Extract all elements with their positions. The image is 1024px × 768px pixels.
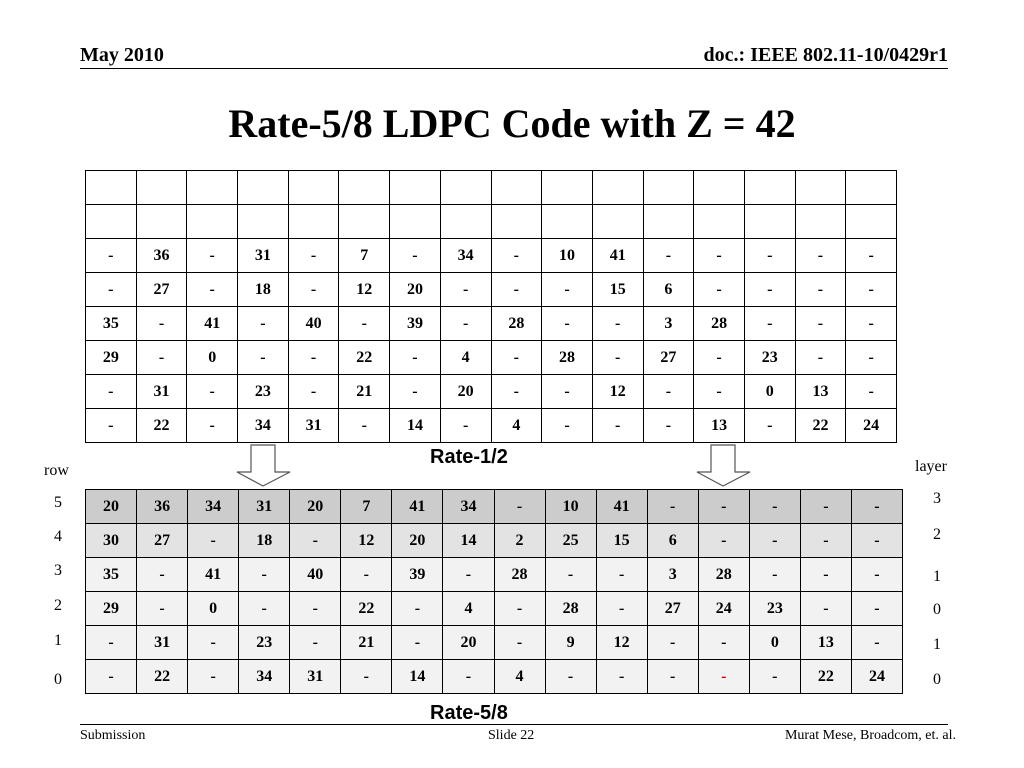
layer-number: 1 [933,568,941,585]
table-cell: - [443,660,494,694]
table-cell: - [744,409,795,443]
table-cell: - [86,273,137,307]
table-cell: 41 [592,239,643,273]
table-cell: 4 [440,341,491,375]
table-cell: 28 [545,592,596,626]
table-cell: 27 [136,273,187,307]
table-cell: - [596,558,647,592]
table-cell: 7 [339,239,390,273]
row-number: 2 [54,597,62,614]
table-cell: - [440,409,491,443]
table-cell: - [647,626,698,660]
table-cell: - [542,273,593,307]
table-cell: 31 [239,490,290,524]
table-cell: - [643,409,694,443]
table-cell [795,171,846,205]
table-row [86,626,903,660]
table-cell: 20 [86,490,137,524]
table-cell: 34 [239,660,290,694]
table-cell: - [800,490,851,524]
table-cell: 14 [390,409,441,443]
table-cell: - [846,307,897,341]
table-cell: 22 [341,592,392,626]
table-cell: 23 [239,626,290,660]
table-cell: 30 [86,524,137,558]
table-cell: 28 [694,307,745,341]
table-cell: - [288,375,339,409]
table-cell: 10 [542,239,593,273]
table-cell: - [491,273,542,307]
layer-number: 2 [933,526,941,543]
row-number: 3 [54,562,62,579]
table-cell: - [596,592,647,626]
table-cell: 40 [290,558,341,592]
table-cell: 12 [596,626,647,660]
table-cell: 3 [643,307,694,341]
table-cell [288,205,339,239]
table-cell: 31 [238,239,289,273]
table-row [86,341,897,375]
table-cell [390,205,441,239]
table-cell [339,171,390,205]
table-cell: 31 [290,660,341,694]
table-cell: - [86,239,137,273]
table-cell: 27 [137,524,188,558]
table-cell: - [188,660,239,694]
table-cell: 18 [239,524,290,558]
rate-half-table [85,170,897,443]
table-cell: - [443,558,494,592]
table-cell: 29 [86,592,137,626]
table-cell: - [592,307,643,341]
table-cell: 28 [494,558,545,592]
table-cell: 6 [647,524,698,558]
table-cell [86,171,137,205]
rate-half-caption: Rate-1/2 [430,446,508,468]
table-cell: - [290,592,341,626]
table-cell: - [846,341,897,375]
table-cell: - [846,273,897,307]
table-row [86,490,903,524]
table-cell: 12 [339,273,390,307]
down-arrow-left-icon [236,444,296,488]
table-cell [744,171,795,205]
table-cell: - [239,592,290,626]
table-cell [86,205,137,239]
table-cell: - [390,375,441,409]
table-cell [440,205,491,239]
table-cell: 29 [86,341,137,375]
table-cell [238,171,289,205]
highlighted-cell: - [698,660,749,694]
table-cell [440,171,491,205]
footer-rule [80,724,948,725]
table-cell [136,205,187,239]
table-cell: - [744,307,795,341]
table-cell: 27 [643,341,694,375]
table-cell: - [341,558,392,592]
table-cell: - [86,660,137,694]
table-cell: - [592,341,643,375]
table-cell: - [341,660,392,694]
table-cell: - [744,273,795,307]
table-cell [592,205,643,239]
table-cell: - [494,626,545,660]
table-cell: 14 [443,524,494,558]
down-arrow-right-icon [696,444,756,488]
table-cell [187,205,238,239]
table-cell: - [542,307,593,341]
table-cell: - [795,239,846,273]
table-cell: 24 [846,409,897,443]
table-cell: - [187,409,238,443]
table-cell: - [647,490,698,524]
table-cell [187,171,238,205]
table-cell: - [545,660,596,694]
slide-title: Rate-5/8 LDPC Code with Z = 42 [228,101,796,146]
table-cell: - [188,524,239,558]
table-cell: 4 [443,592,494,626]
row-label: row [44,462,69,479]
table-cell: 23 [749,592,800,626]
table-row [86,171,897,205]
table-cell: 21 [339,375,390,409]
table-cell: 22 [136,409,187,443]
table-cell: - [390,239,441,273]
table-cell [846,171,897,205]
table-cell: 20 [390,273,441,307]
table-cell: 13 [795,375,846,409]
table-cell: - [542,375,593,409]
table-cell: 31 [288,409,339,443]
table-cell: - [187,375,238,409]
table-cell: - [698,524,749,558]
table-row [86,307,897,341]
table-cell: - [851,626,902,660]
table-cell: - [800,524,851,558]
table-cell: - [749,558,800,592]
layer-number: 0 [933,671,941,688]
table-cell: - [187,273,238,307]
table-cell [491,171,542,205]
table-cell: - [491,375,542,409]
table-cell: 21 [341,626,392,660]
header-rule [80,68,948,69]
rate-five-eighths-caption: Rate-5/8 [430,702,508,724]
table-row [86,592,903,626]
table-cell: 23 [238,375,289,409]
table-cell: 18 [238,273,289,307]
table-cell [744,205,795,239]
table-cell: 40 [288,307,339,341]
table-cell [390,171,441,205]
table-cell: 13 [694,409,745,443]
table-cell: - [392,626,443,660]
table-cell [846,205,897,239]
table-cell [694,171,745,205]
layer-number: 1 [933,636,941,653]
table-cell: - [643,239,694,273]
table-cell: 34 [238,409,289,443]
table-cell [643,205,694,239]
table-cell: - [647,660,698,694]
table-cell: - [749,660,800,694]
table-cell: - [800,592,851,626]
table-cell: - [749,524,800,558]
table-cell: 41 [188,558,239,592]
table-cell: 3 [647,558,698,592]
layer-number: 3 [933,490,941,507]
table-cell: 20 [290,490,341,524]
table-cell: 12 [341,524,392,558]
table-cell: - [698,490,749,524]
table-cell: - [86,626,137,660]
table-row [86,409,897,443]
table-row [86,239,897,273]
table-cell: 39 [392,558,443,592]
table-cell: 24 [851,660,902,694]
table-cell: - [694,341,745,375]
table-cell: - [494,490,545,524]
table-cell: - [694,239,745,273]
table-cell: 27 [647,592,698,626]
table-cell: - [290,626,341,660]
footer-authors: Murat Mese, Broadcom, et. al. [784,728,956,743]
table-cell: - [187,239,238,273]
table-cell: - [440,273,491,307]
table-cell: 14 [392,660,443,694]
header-doc-id: doc.: IEEE 802.11-10/0429r1 [703,44,948,66]
table-cell: - [390,341,441,375]
table-cell: - [339,409,390,443]
table-cell: 22 [795,409,846,443]
table-cell: 4 [494,660,545,694]
table-cell: - [494,592,545,626]
rate-five-eighths-table [85,489,903,694]
table-cell [136,171,187,205]
table-cell: - [288,341,339,375]
table-cell [542,205,593,239]
table-cell: - [694,273,745,307]
table-row [86,558,903,592]
row-number: 5 [54,494,62,511]
table-cell: - [851,592,902,626]
table-cell: - [596,660,647,694]
table-cell: 0 [187,341,238,375]
table-cell: 0 [744,375,795,409]
table-cell: - [795,307,846,341]
table-cell: - [491,341,542,375]
table-cell: 20 [443,626,494,660]
footer-submission: Submission [80,728,146,743]
table-cell: 6 [643,273,694,307]
table-cell: 35 [86,558,137,592]
row-number: 4 [54,528,62,545]
table-cell: 36 [137,490,188,524]
table-cell: - [749,490,800,524]
table-cell: 34 [443,490,494,524]
table-cell: 36 [136,239,187,273]
table-cell: - [238,307,289,341]
table-row [86,205,897,239]
table-cell: - [136,341,187,375]
table-cell [238,205,289,239]
table-cell: - [136,307,187,341]
table-cell: - [744,239,795,273]
table-cell: 0 [749,626,800,660]
table-cell: - [795,273,846,307]
table-cell: 41 [187,307,238,341]
table-row [86,273,897,307]
table-cell [542,171,593,205]
table-cell: - [288,273,339,307]
table-cell: - [440,307,491,341]
table-cell: 22 [137,660,188,694]
table-cell: - [392,592,443,626]
table-row [86,375,897,409]
table-cell: - [694,375,745,409]
table-cell: 24 [698,592,749,626]
table-cell: 4 [491,409,542,443]
table-cell: - [542,409,593,443]
table-cell: - [795,341,846,375]
table-cell: 22 [339,341,390,375]
table-cell: - [188,626,239,660]
table-cell: 20 [392,524,443,558]
table-cell: 23 [744,341,795,375]
table-cell [491,205,542,239]
table-cell: 41 [596,490,647,524]
table-cell: 31 [137,626,188,660]
table-cell [339,205,390,239]
table-cell [288,171,339,205]
table-cell: - [643,375,694,409]
layer-label: layer [915,458,947,475]
table-cell: - [238,341,289,375]
row-number: 1 [54,632,62,649]
table-cell: 35 [86,307,137,341]
table-cell: - [86,375,137,409]
table-cell: - [545,558,596,592]
table-cell: 28 [542,341,593,375]
table-cell: - [592,409,643,443]
table-cell: 25 [545,524,596,558]
table-cell [592,171,643,205]
table-cell: - [851,524,902,558]
table-cell: - [239,558,290,592]
table-cell: 22 [800,660,851,694]
table-cell: 41 [392,490,443,524]
table-cell [694,205,745,239]
table-cell: 0 [188,592,239,626]
table-cell: 10 [545,490,596,524]
table-cell: - [851,558,902,592]
table-row [86,660,903,694]
table-cell: - [290,524,341,558]
table-cell [795,205,846,239]
table-cell: 12 [592,375,643,409]
footer-slide-number: Slide 22 [488,728,535,743]
table-cell: - [698,626,749,660]
table-cell: - [137,592,188,626]
table-cell: 28 [491,307,542,341]
table-cell: - [339,307,390,341]
table-cell: 39 [390,307,441,341]
table-cell: 34 [440,239,491,273]
table-cell: - [851,490,902,524]
table-row [86,524,903,558]
table-cell: - [288,239,339,273]
table-cell: 34 [188,490,239,524]
table-cell: 7 [341,490,392,524]
table-cell: 15 [592,273,643,307]
table-cell: 15 [596,524,647,558]
table-cell: - [800,558,851,592]
table-cell: 2 [494,524,545,558]
table-cell: 28 [698,558,749,592]
table-cell: - [846,239,897,273]
table-cell [643,171,694,205]
table-cell: - [846,375,897,409]
table-cell: - [137,558,188,592]
layer-number: 0 [933,601,941,618]
table-cell: - [491,239,542,273]
row-number: 0 [54,671,62,688]
table-cell: 31 [136,375,187,409]
table-cell: 13 [800,626,851,660]
table-cell: 20 [440,375,491,409]
header-date: May 2010 [80,44,164,66]
table-cell: 9 [545,626,596,660]
table-cell: - [86,409,137,443]
